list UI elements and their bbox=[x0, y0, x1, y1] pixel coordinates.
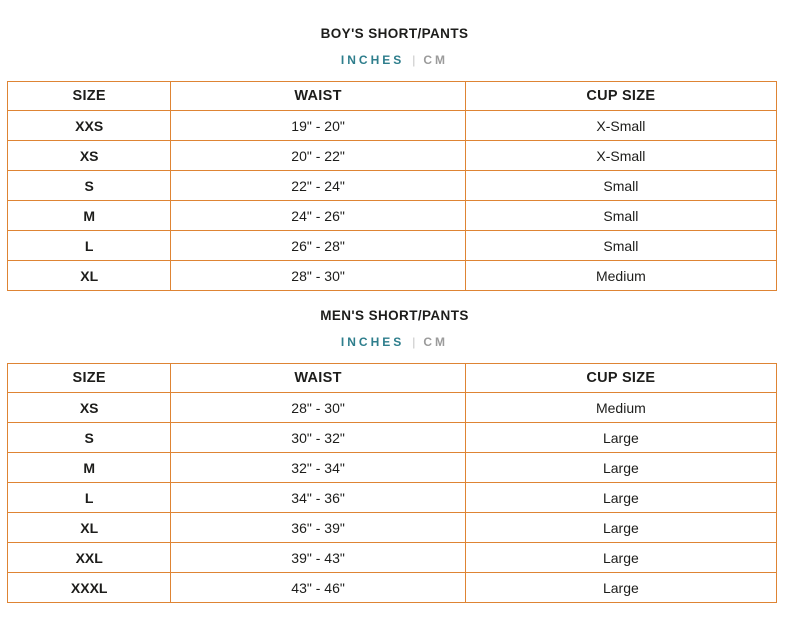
cup-size-cell: Small bbox=[465, 201, 776, 231]
cup-size-cell: Large bbox=[465, 483, 776, 513]
waist-cell: 24" - 26" bbox=[171, 201, 465, 231]
waist-cell: 30" - 32" bbox=[171, 423, 465, 453]
waist-cell: 28" - 30" bbox=[171, 393, 465, 423]
table-row bbox=[8, 453, 777, 483]
cup-size-cell: Medium bbox=[465, 261, 776, 291]
table-row bbox=[8, 141, 777, 171]
size-cell: M bbox=[8, 201, 171, 231]
cup-size-cell: Large bbox=[465, 453, 776, 483]
size-cell: XXXL bbox=[8, 573, 171, 603]
column-header-size: SIZE bbox=[8, 364, 171, 393]
size-table bbox=[7, 363, 777, 603]
unit-separator: | bbox=[412, 335, 416, 349]
table-row bbox=[8, 231, 777, 261]
size-cell: XS bbox=[8, 141, 171, 171]
size-cell: XXL bbox=[8, 543, 171, 573]
waist-cell: 19" - 20" bbox=[171, 111, 465, 141]
size-section bbox=[0, 26, 789, 291]
cup-size-cell: Small bbox=[465, 171, 776, 201]
waist-cell: 20" - 22" bbox=[171, 141, 465, 171]
waist-cell: 22" - 24" bbox=[171, 171, 465, 201]
cup-size-cell: Large bbox=[465, 423, 776, 453]
cup-size-cell: Large bbox=[465, 513, 776, 543]
unit-toggle bbox=[0, 51, 789, 69]
unit-tab-inches[interactable]: INCHES bbox=[340, 53, 405, 67]
column-header-cup-size: CUP SIZE bbox=[465, 82, 776, 111]
size-section bbox=[0, 308, 789, 603]
table-row bbox=[8, 483, 777, 513]
waist-cell: 39" - 43" bbox=[171, 543, 465, 573]
size-cell: XL bbox=[8, 261, 171, 291]
size-cell: XS bbox=[8, 393, 171, 423]
table-row bbox=[8, 261, 777, 291]
unit-tab-inches[interactable]: INCHES bbox=[340, 335, 405, 349]
size-cell: XL bbox=[8, 513, 171, 543]
size-cell: L bbox=[8, 231, 171, 261]
cup-size-cell: X-Small bbox=[465, 111, 776, 141]
size-guide-sections bbox=[0, 26, 789, 603]
table-row bbox=[8, 201, 777, 231]
table-row bbox=[8, 423, 777, 453]
waist-cell: 34" - 36" bbox=[171, 483, 465, 513]
size-cell: S bbox=[8, 171, 171, 201]
table-body bbox=[8, 111, 777, 291]
section-title: MEN'S SHORT/PANTS bbox=[320, 308, 469, 323]
table-row bbox=[8, 171, 777, 201]
waist-cell: 28" - 30" bbox=[171, 261, 465, 291]
table-row bbox=[8, 513, 777, 543]
unit-tab-cm[interactable]: CM bbox=[423, 53, 449, 67]
table-body bbox=[8, 393, 777, 603]
table-row bbox=[8, 111, 777, 141]
table-row bbox=[8, 573, 777, 603]
column-header-waist: WAIST bbox=[171, 82, 465, 111]
size-cell: L bbox=[8, 483, 171, 513]
waist-cell: 32" - 34" bbox=[171, 453, 465, 483]
section-title: BOY'S SHORT/PANTS bbox=[320, 26, 469, 41]
cup-size-cell: Small bbox=[465, 231, 776, 261]
cup-size-cell: Large bbox=[465, 573, 776, 603]
unit-tab-cm[interactable]: CM bbox=[423, 335, 449, 349]
size-table bbox=[7, 81, 777, 291]
column-header-cup-size: CUP SIZE bbox=[465, 364, 776, 393]
cup-size-cell: Medium bbox=[465, 393, 776, 423]
size-cell: S bbox=[8, 423, 171, 453]
size-cell: M bbox=[8, 453, 171, 483]
waist-cell: 36" - 39" bbox=[171, 513, 465, 543]
cup-size-cell: X-Small bbox=[465, 141, 776, 171]
header-row bbox=[8, 82, 777, 111]
column-header-size: SIZE bbox=[8, 82, 171, 111]
unit-toggle bbox=[0, 333, 789, 351]
cup-size-cell: Large bbox=[465, 543, 776, 573]
unit-separator: | bbox=[412, 53, 416, 67]
table-row bbox=[8, 393, 777, 423]
size-cell: XXS bbox=[8, 111, 171, 141]
header-row bbox=[8, 364, 777, 393]
table-row bbox=[8, 543, 777, 573]
column-header-waist: WAIST bbox=[171, 364, 465, 393]
waist-cell: 26" - 28" bbox=[171, 231, 465, 261]
waist-cell: 43" - 46" bbox=[171, 573, 465, 603]
